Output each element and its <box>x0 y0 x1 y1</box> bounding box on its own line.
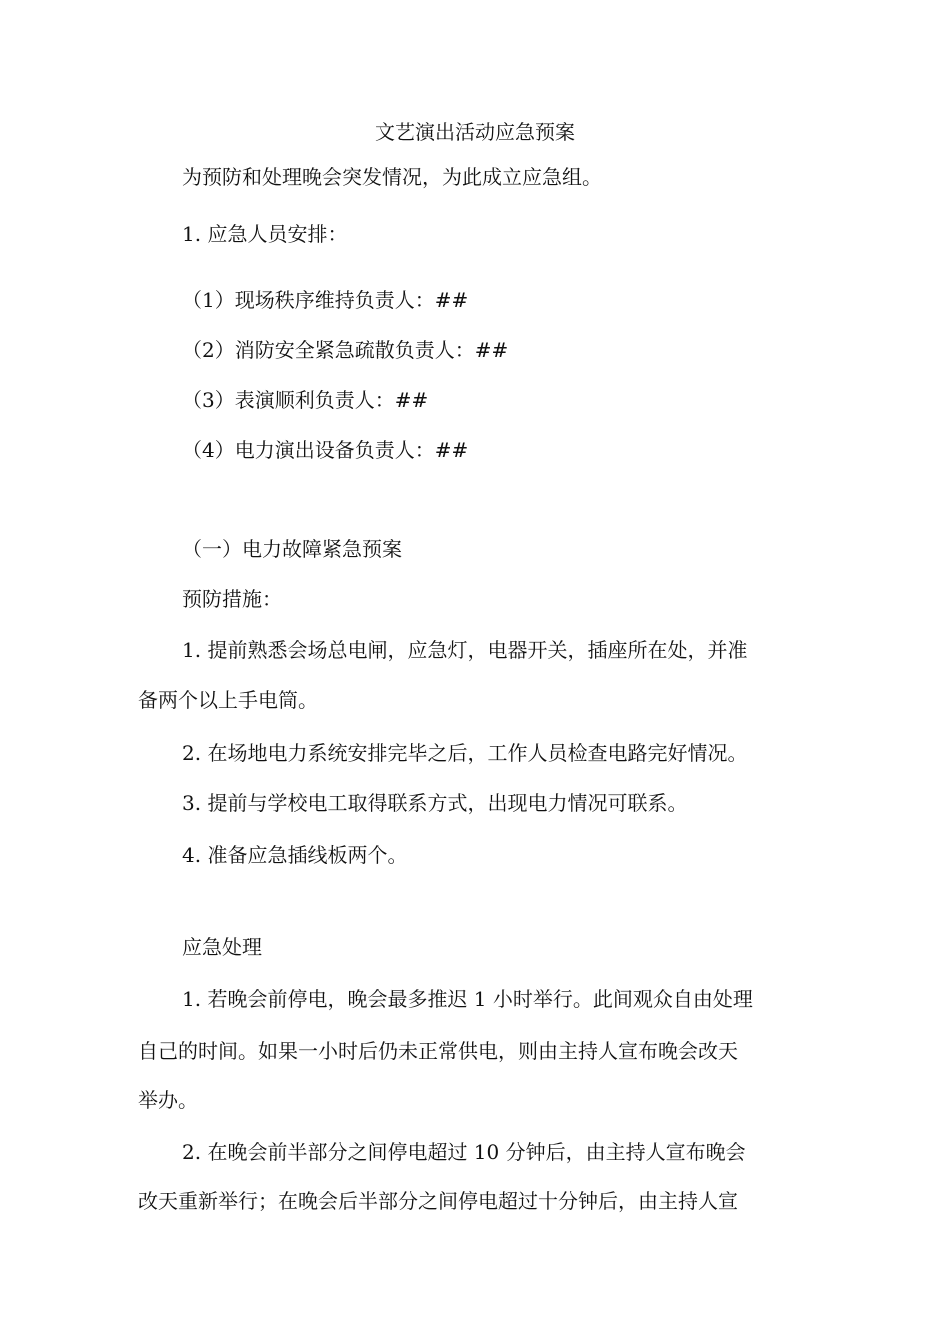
emergency-item-line: 自己的时间。如果一小时后仍未正常供电，则由主持人宣布晚会改天 <box>138 1039 738 1063</box>
emergency-item-line: 举办。 <box>138 1088 198 1112</box>
prevention-heading: 预防措施： <box>182 587 282 611</box>
staff-item: （1）现场秩序维持负责人：## <box>182 288 469 312</box>
staff-item: （4）电力演出设备负责人：## <box>182 438 469 462</box>
part-heading-power-failure: （一）电力故障紧急预案 <box>182 537 402 561</box>
section-heading-staff: 1. 应急人员安排： <box>182 222 348 246</box>
staff-item: （2）消防安全紧急疏散负责人：## <box>182 338 509 362</box>
prevention-item-line: 4. 准备应急插线板两个。 <box>182 843 408 867</box>
emergency-item-line: 2. 在晚会前半部分之间停电超过 10 分钟后，由主持人宣布晚会 <box>182 1140 746 1164</box>
intro-paragraph: 为预防和处理晚会突发情况，为此成立应急组。 <box>182 165 602 189</box>
emergency-heading: 应急处理 <box>182 935 262 959</box>
emergency-item-line: 1. 若晚会前停电，晚会最多推迟 1 小时举行。此间观众自由处理 <box>182 987 753 1011</box>
document-title: 文艺演出活动应急预案 <box>375 120 575 144</box>
staff-item: （3）表演顺利负责人：## <box>182 388 429 412</box>
prevention-item-line: 3. 提前与学校电工取得联系方式，出现电力情况可联系。 <box>182 791 688 815</box>
prevention-item-line: 2. 在场地电力系统安排完毕之后，工作人员检查电路完好情况。 <box>182 741 748 765</box>
emergency-item-line: 改天重新举行；在晚会后半部分之间停电超过十分钟后，由主持人宣 <box>138 1189 738 1213</box>
prevention-item-line: 备两个以上手电筒。 <box>138 688 318 712</box>
prevention-item-line: 1. 提前熟悉会场总电闸，应急灯，电器开关，插座所在处，并准 <box>182 638 748 662</box>
